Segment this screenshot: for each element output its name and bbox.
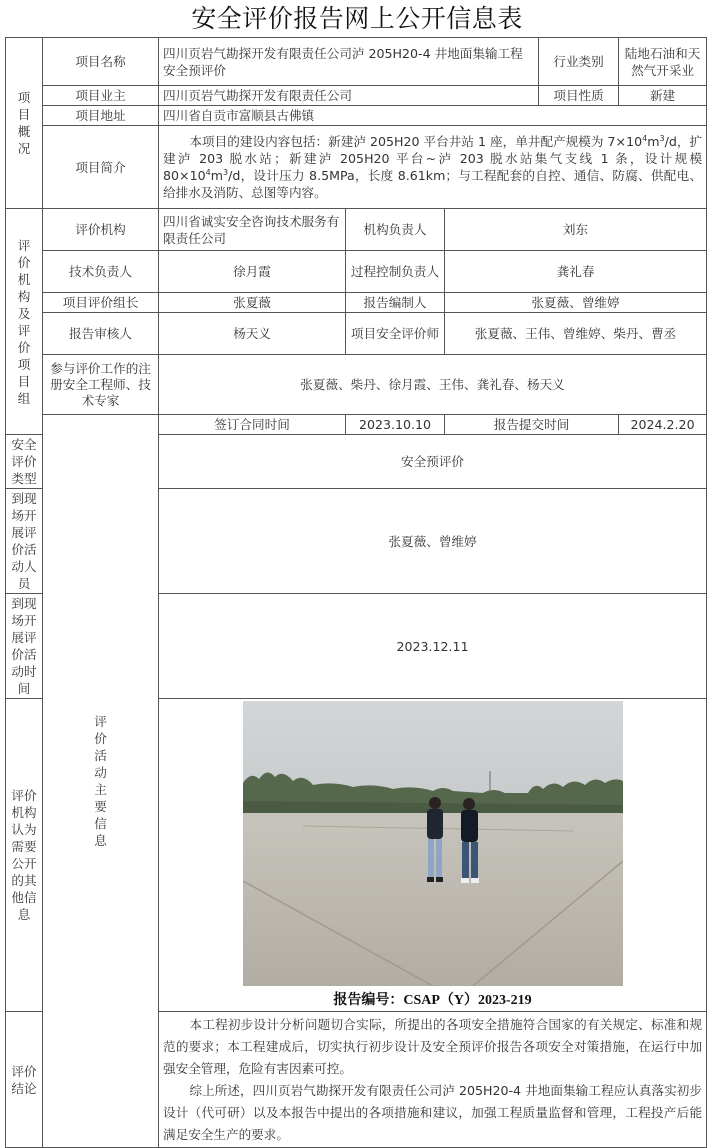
site-time-label: 到现场开展评价活动时间: [6, 594, 43, 699]
info-table: [5, 37, 707, 1148]
project-name-label: 项目名称: [43, 38, 159, 86]
conclusion-label: 评价结论: [6, 1012, 43, 1148]
submit-label: 报告提交时间: [445, 415, 619, 435]
section-org: 评价机构及评价项目组: [6, 209, 43, 435]
conclusion: [159, 1012, 707, 1148]
conclusion-p1: 本工程初步设计分析问题切合实际，所提出的各项安全措施符合国家的有关规定、标准和规范的要求；本工程建成后，切实执行初步设计及安全预评价报告各项安全对策措施，在运行中加强安全管理，危险有害因素可控。: [163, 1016, 703, 1076]
evaluators: 张夏薇、王伟、曾维婷、柴丹、曹丞: [445, 313, 707, 355]
address-label: 项目地址: [43, 106, 159, 126]
participants: 张夏薇、柴丹、徐月霞、王伟、龚礼春、杨天义: [159, 355, 707, 415]
reviewer: 杨天义: [159, 313, 346, 355]
type: 安全预评价: [159, 435, 707, 489]
agency-head: 刘东: [445, 209, 707, 251]
participants-label: 参与评价工作的注册安全工程师、技术专家: [43, 355, 159, 415]
section-overview: 项目概况: [6, 38, 43, 209]
intro-label: 项目简介: [43, 126, 159, 209]
page-title: 安全评价报告网上公开信息表: [191, 4, 523, 33]
leader: 张夏薇: [159, 293, 346, 313]
site-time: 2023.12.11: [159, 594, 707, 699]
process-label: 过程控制负责人: [346, 251, 445, 293]
tech-label: 技术负责人: [43, 251, 159, 293]
reviewer-label: 报告审核人: [43, 313, 159, 355]
evaluators-label: 项目安全评价师: [346, 313, 445, 355]
nature-label: 项目性质: [539, 86, 619, 106]
contract-date: 2023.10.10: [346, 415, 445, 435]
section-activity: 评价活动主要信息: [43, 415, 159, 1148]
industry: 陆地石油和天然气开采业: [619, 38, 707, 86]
site-photo: [243, 701, 623, 986]
other-info: [159, 699, 707, 1012]
writer-label: 报告编制人: [346, 293, 445, 313]
project-name: 四川页岩气勘探开发有限责任公司泸 205H20-4 井地面集输工程安全预评价: [159, 38, 539, 86]
conclusion-p2: 综上所述，四川页岩气勘探开发有限责任公司泸 205H20-4 井地面集输工程应认真落实初步设计（代可研）以及本报告中提出的各项措施和建议，加强工程质量监督和管理，工程投产后能满足安全生产的要求。: [163, 1082, 703, 1142]
agency: 四川省诚实安全咨询技术服务有限责任公司: [159, 209, 346, 251]
intro: 本项目的建设内容包括：新建泸 205H20 平台井站 1 座，单井配产规模为 $7\times 10^4m^3/d$，扩建泸 203 脱水站；新建泸 205H20 平台~泸 203 脱水站集气支线 1 条，设计规模 $80\times 10^4m^3/d$，设计压力 8.5MPa，长度 8.61km；与工程配套的自控、通信、防腐、供配电、给排水及消防、总图等内容。: [159, 126, 707, 209]
nature: 新建: [619, 86, 707, 106]
submit-date: 2024.2.20: [619, 415, 707, 435]
site-people-label: 到现场开展评价活动人员: [6, 489, 43, 594]
industry-label: 行业类别: [539, 38, 619, 86]
agency-label: 评价机构: [43, 209, 159, 251]
report-number: 报告编号：CSAP（Y）2023-219: [333, 993, 532, 1008]
leader-label: 项目评价组长: [43, 293, 159, 313]
address: 四川省自贡市富顺县古佛镇: [159, 106, 707, 126]
site-people: 张夏薇、曾维婷: [159, 489, 707, 594]
other-info-label: 评价机构认为需要公开的其他信息: [6, 699, 43, 1012]
agency-head-label: 机构负责人: [346, 209, 445, 251]
type-label: 安全评价类型: [6, 435, 43, 489]
contract-label: 签订合同时间: [159, 415, 346, 435]
process: 龚礼春: [445, 251, 707, 293]
writer: 张夏薇、曾维婷: [445, 293, 707, 313]
tech: 徐月霞: [159, 251, 346, 293]
owner: 四川页岩气勘探开发有限责任公司: [159, 86, 539, 106]
owner-label: 项目业主: [43, 86, 159, 106]
